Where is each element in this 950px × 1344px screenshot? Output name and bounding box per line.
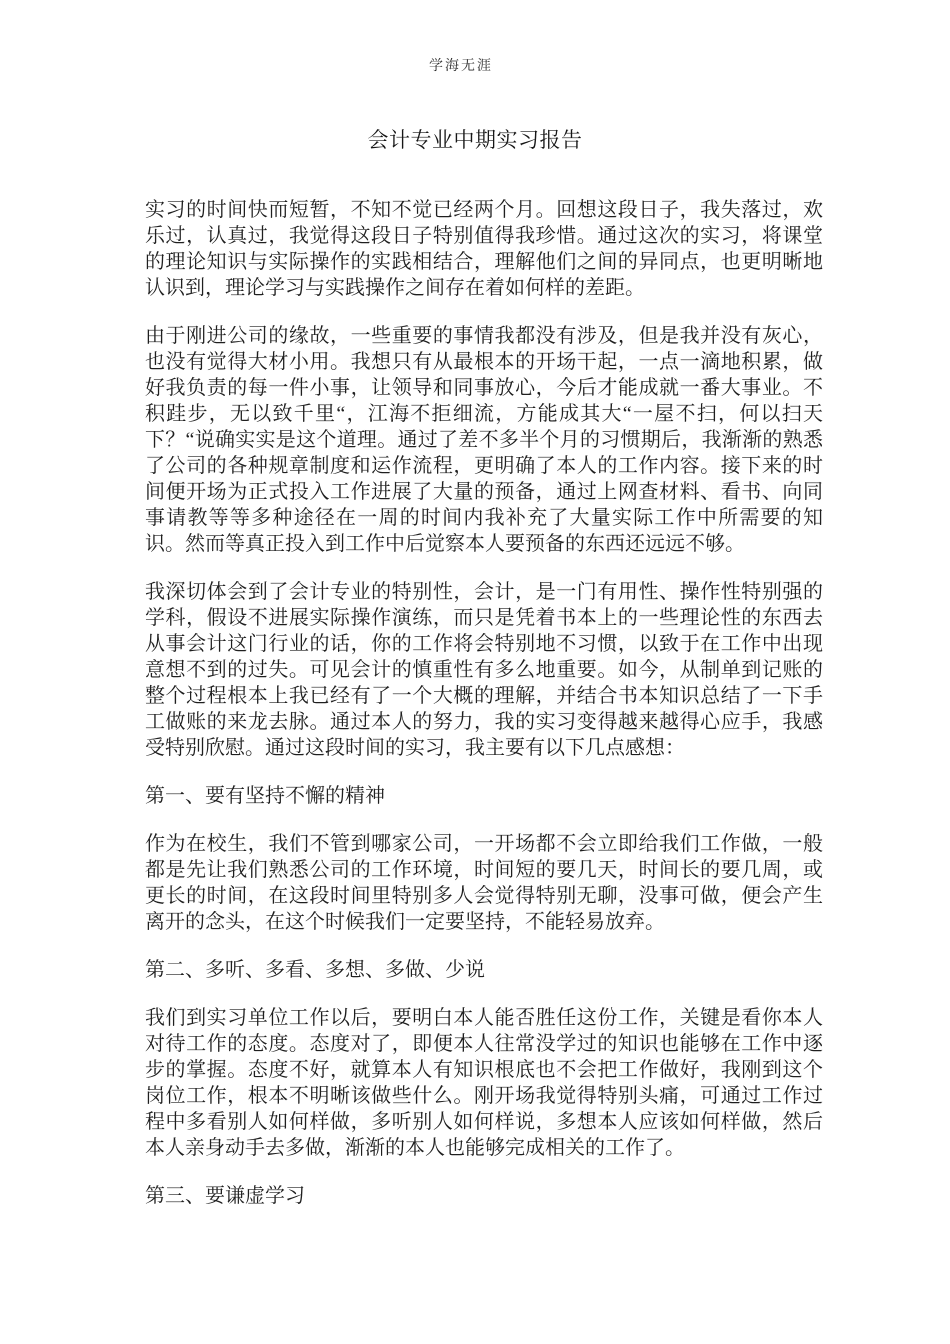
document-title: 会计专业中期实习报告 [367,128,583,152]
paragraph-attitude: 我们到实习单位工作以后，要明白本人能否胜任这份工作，关键是看你本人对待工作的态度。态度对了，即便本人往常没学过的知识也能够在工作中逐步的掌握。态度不好，就算本人有知识根底也不会把工作做好，我刚到这个岗位工作，根本不明晰该做些什么。刚开场我觉得特别头痛，可通过工作过程中多看别人如何样做，多听别人如何样说，多想本人应该如何样做，然后本人亲身动手去多做，渐渐的本人也能够完成相关的工作了。 [145,1007,823,1159]
paragraph-company-start: 由于刚进公司的缘故，一些重要的事情我都没有涉及，但是我并没有灰心，也没有觉得大材小用。我想只有从最根本的开场干起，一点一滴地积累，做好我负责的每一件小事，让领导和同事放心，今后才能成就一番大事业。不积跬步，无以致千里“，江海不拒细流，方能成其大“一屋不扫，何以扫天下？“说确实实是这个道理。通过了差不多半个月的习惯期后，我渐渐的熟悉了公司的各种规章制度和运作流程，更明确了本人的工作内容。接下来的时间便开场为正式投入工作进展了大量的预备，通过上网查材料、看书、向同事请教等等多种途径在一周的时间内我补充了大量实际工作中所需要的知识。然而等真正投入到工作中后觉察本人要预备的东西还远远不够。 [145,325,823,555]
paragraph-persistence: 作为在校生，我们不管到哪家公司，一开场都不会立即给我们工作做，一般都是先让我们熟悉公司的工作环境，时间短的要几天，时间长的要几周，或更长的时间，在这段时间里特别多人会觉得特别无聊，没事可做，便会产生离开的念头，在这个时候我们一定要坚持，不能轻易放弃。 [145,833,823,933]
section-heading-second: 第二、多听、多看、多想、多做、少说 [145,959,485,981]
document-body [145,197,823,1231]
paragraph-accounting-specialty: 我深切体会到了会计专业的特别性，会计，是一门有用性、操作性特别强的学科，假设不进展实际操作演练，而只是凭着书本上的一些理论性的东西去从事会计这门行业的话，你的工作将会特别地不习惯，以致于在工作中出现意想不到的过失。可见会计的慎重性有多么地重要。如今，从制单到记账的整个过程根本上我已经有了一个大概的理解，并结合书本知识总结了一下手工做账的来龙去脉。通过本人的努力，我的实习变得越来越得心应手，我感受特别欣慰。通过这段时间的实习，我主要有以下几点感想： [145,581,823,759]
paragraph-intro: 实习的时间快而短暂，不知不觉已经两个月。回想这段日子，我失落过，欢乐过，认真过，我觉得这段日子特别值得我珍惜。通过这次的实习，将课堂的理论知识与实际操作的实践相结合，理解他们之间的异同点，也更明晰地认识到，理论学习与实践操作之间存在着如何样的差距。 [145,199,823,299]
page-header-watermark: 学海无涯 [429,59,493,74]
section-heading-third: 第三、要谦虚学习 [145,1185,305,1207]
section-heading-first: 第一、要有坚持不懈的精神 [145,785,385,807]
